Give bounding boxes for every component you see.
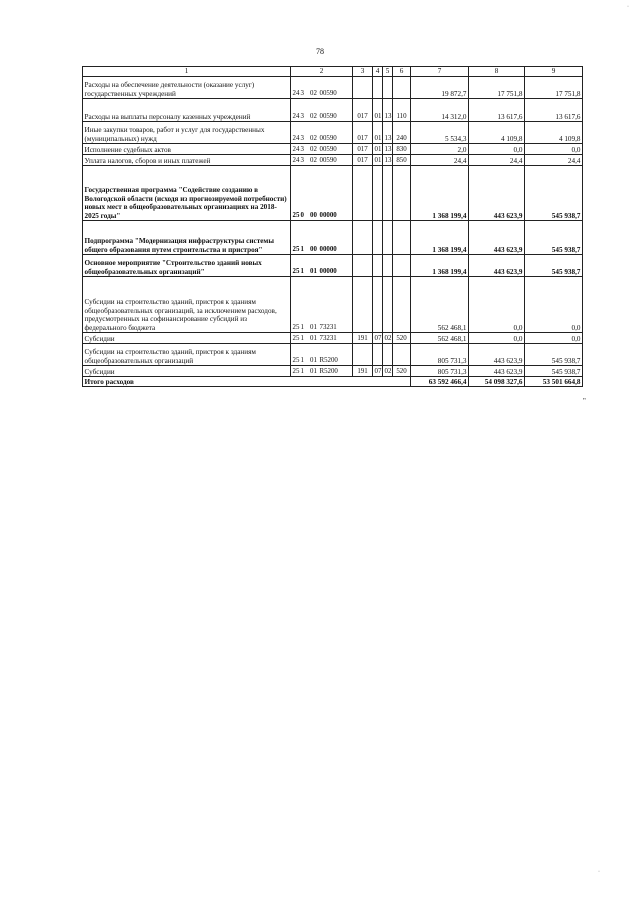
row-code	[291, 277, 353, 333]
row-c3: 191	[353, 333, 373, 344]
row-name: Субсидии	[83, 333, 291, 344]
row-c4	[373, 166, 383, 221]
row-value-v9: 545 938,7	[525, 366, 583, 377]
code-part: 25	[292, 367, 300, 375]
row-code	[291, 99, 353, 122]
row-c5: 13	[383, 122, 393, 144]
row-value-v9: 545 938,7	[525, 166, 583, 221]
code-part: 02	[310, 156, 317, 164]
header-col-7: 7	[411, 67, 469, 77]
header-col-5: 5	[383, 67, 393, 77]
row-name: Уплата налогов, сборов и иных платежей	[83, 155, 291, 166]
total-value-v8: 54 098 327,6	[469, 377, 525, 387]
scan-artifact: ·	[627, 4, 629, 10]
row-code	[291, 166, 353, 221]
row-value-v9: 13 617,6	[525, 99, 583, 122]
row-c5	[383, 344, 393, 366]
code-part: 00000	[319, 245, 337, 253]
table-row	[83, 344, 583, 366]
code-part: 25	[292, 323, 300, 331]
row-c6: 520	[393, 366, 411, 377]
total-row	[83, 377, 583, 387]
row-c5: 02	[383, 366, 393, 377]
row-c4: 01	[373, 122, 383, 144]
row-c4	[373, 277, 383, 333]
row-value-v8: 443 623,9	[469, 344, 525, 366]
code-part: 01	[310, 323, 317, 331]
code-part: 02	[310, 112, 317, 120]
row-value-v7: 19 872,7	[411, 77, 469, 99]
row-value-v7: 562 468,1	[411, 277, 469, 333]
header-col-2: 2	[291, 67, 353, 77]
header-col-4: 4	[373, 67, 383, 77]
code-part: 24	[292, 145, 300, 153]
code-part: 1	[300, 334, 304, 342]
row-value-v8: 0,0	[469, 277, 525, 333]
row-value-v9: 545 938,7	[525, 221, 583, 255]
row-code	[291, 255, 353, 277]
table-row	[83, 333, 583, 344]
table-row	[83, 77, 583, 99]
row-name: Основное мероприятие "Строительство зданий новых общеобразовательных организаций"	[83, 255, 291, 277]
row-value-v8: 443 623,9	[469, 166, 525, 221]
total-value-v9: 53 501 664,8	[525, 377, 583, 387]
code-part: 25	[292, 356, 300, 364]
row-value-v8: 13 617,6	[469, 99, 525, 122]
code-part: 00	[310, 245, 317, 253]
table-row	[83, 221, 583, 255]
table-row	[83, 144, 583, 155]
code-part: 1	[300, 367, 304, 375]
code-part: 01	[310, 267, 317, 275]
code-part: 3	[300, 156, 304, 164]
table-row	[83, 122, 583, 144]
code-part: 00590	[319, 145, 337, 153]
row-value-v7: 1 368 199,4	[411, 166, 469, 221]
row-c6	[393, 77, 411, 99]
code-part: 73231	[319, 323, 337, 331]
code-part: 3	[300, 89, 304, 97]
code-part: 24	[292, 89, 300, 97]
header-row	[83, 67, 583, 77]
row-value-v9: 0,0	[525, 333, 583, 344]
row-c5: 02	[383, 333, 393, 344]
row-c5: 13	[383, 99, 393, 122]
header-col-3: 3	[353, 67, 373, 77]
trailing-mark: "	[583, 397, 586, 405]
row-c4	[373, 255, 383, 277]
row-value-v8: 24,4	[469, 155, 525, 166]
row-value-v9: 0,0	[525, 277, 583, 333]
code-part: 02	[310, 145, 317, 153]
code-part: 1	[300, 245, 304, 253]
row-c4: 01	[373, 99, 383, 122]
code-part: 1	[300, 356, 304, 364]
row-name: Государственная программа "Содействие созданию в Вологодской области (исходя из прогнозируемой потребности) новых мест в общеобразовательных организациях на 2018-2025 годы"	[83, 166, 291, 221]
row-c4	[373, 344, 383, 366]
code-part: 1	[300, 323, 304, 331]
row-code	[291, 344, 353, 366]
row-c3	[353, 221, 373, 255]
code-part: 02	[310, 134, 317, 142]
table-row	[83, 366, 583, 377]
scan-artifact: ·	[598, 869, 600, 875]
row-c5: 13	[383, 144, 393, 155]
row-value-v9: 4 109,8	[525, 122, 583, 144]
row-code	[291, 122, 353, 144]
row-value-v7: 5 534,3	[411, 122, 469, 144]
row-c3: 017	[353, 144, 373, 155]
total-value-v7: 63 592 466,4	[411, 377, 469, 387]
row-value-v8: 443 623,9	[469, 221, 525, 255]
row-c4	[373, 221, 383, 255]
row-c5	[383, 255, 393, 277]
row-name: Субсидии	[83, 366, 291, 377]
code-part: 01	[310, 356, 317, 364]
code-part: 00590	[319, 89, 337, 97]
row-code	[291, 144, 353, 155]
row-value-v9: 545 938,7	[525, 344, 583, 366]
row-value-v8: 0,0	[469, 333, 525, 344]
row-c5	[383, 166, 393, 221]
row-name: Подпрограмма "Модернизация инфраструктуры системы общего образования путем строительства и пристроя"	[83, 221, 291, 255]
row-c6	[393, 221, 411, 255]
code-part: 02	[310, 89, 317, 97]
code-part: 3	[300, 112, 304, 120]
row-value-v7: 1 368 199,4	[411, 221, 469, 255]
row-c3	[353, 166, 373, 221]
row-c4: 01	[373, 144, 383, 155]
row-c3: 017	[353, 122, 373, 144]
code-part: 00590	[319, 156, 337, 164]
row-name: Субсидии на строительство зданий, пристроя к зданиям общеобразовательных организаций, за исключением расходов, предусмотренных на софинансирование субсидий из федерального бюджета	[83, 277, 291, 333]
total-label: Итого расходов	[83, 377, 411, 387]
row-value-v9: 0,0	[525, 144, 583, 155]
code-part: 24	[292, 112, 300, 120]
code-part: 24	[292, 156, 300, 164]
row-value-v9: 24,4	[525, 155, 583, 166]
row-value-v8: 443 623,9	[469, 366, 525, 377]
table-row	[83, 255, 583, 277]
row-c6: 110	[393, 99, 411, 122]
table-row	[83, 99, 583, 122]
code-part: 1	[300, 267, 304, 275]
code-part: 3	[300, 145, 304, 153]
code-part: 0	[300, 211, 304, 219]
row-name: Иные закупки товаров, работ и услуг для государственных (муниципальных) нужд	[83, 122, 291, 144]
header-col-9: 9	[525, 67, 583, 77]
row-name: Расходы на обеспечение деятельности (оказание услуг) государственных учреждений	[83, 77, 291, 99]
code-part: 00	[310, 211, 317, 219]
code-part: 00590	[319, 134, 337, 142]
row-value-v7: 24,4	[411, 155, 469, 166]
code-part: 00000	[319, 211, 337, 219]
code-part: 00000	[319, 267, 337, 275]
row-value-v7: 805 731,3	[411, 344, 469, 366]
row-c5: 13	[383, 155, 393, 166]
row-c6	[393, 277, 411, 333]
page-number: 78	[316, 47, 324, 56]
row-c5	[383, 221, 393, 255]
row-c4: 01	[373, 155, 383, 166]
row-c5	[383, 77, 393, 99]
code-part: 25	[292, 334, 300, 342]
row-name: Расходы на выплаты персоналу казенных учреждений	[83, 99, 291, 122]
row-c3	[353, 77, 373, 99]
row-c6: 850	[393, 155, 411, 166]
row-code	[291, 366, 353, 377]
row-c6	[393, 166, 411, 221]
row-name: Исполнение судебных актов	[83, 144, 291, 155]
row-c4: 07	[373, 333, 383, 344]
table-row	[83, 166, 583, 221]
row-c3: 191	[353, 366, 373, 377]
code-part: 24	[292, 134, 300, 142]
code-part: 25	[292, 211, 300, 219]
header-col-8: 8	[469, 67, 525, 77]
code-part: 3	[300, 134, 304, 142]
header-col-6: 6	[393, 67, 411, 77]
code-part: 73231	[319, 334, 337, 342]
row-c3	[353, 344, 373, 366]
row-name: Субсидии на строительство зданий, пристроя к зданиям общеобразовательных организаций	[83, 344, 291, 366]
row-value-v7: 2,0	[411, 144, 469, 155]
row-code	[291, 221, 353, 255]
row-c3	[353, 277, 373, 333]
row-value-v9: 545 938,7	[525, 255, 583, 277]
code-part: 01	[310, 367, 317, 375]
row-value-v8: 0,0	[469, 144, 525, 155]
row-value-v7: 14 312,0	[411, 99, 469, 122]
header-col-1: 1	[83, 67, 291, 77]
row-value-v8: 17 751,8	[469, 77, 525, 99]
budget-table	[82, 66, 583, 387]
row-value-v9: 17 751,8	[525, 77, 583, 99]
row-c6: 240	[393, 122, 411, 144]
row-value-v8: 443 623,9	[469, 255, 525, 277]
row-value-v7: 562 468,1	[411, 333, 469, 344]
row-value-v7: 1 368 199,4	[411, 255, 469, 277]
code-part: 01	[310, 334, 317, 342]
row-value-v8: 4 109,8	[469, 122, 525, 144]
row-c6: 830	[393, 144, 411, 155]
row-c3	[353, 255, 373, 277]
row-c6: 520	[393, 333, 411, 344]
code-part: R5200	[319, 367, 338, 375]
row-c6	[393, 344, 411, 366]
row-c5	[383, 277, 393, 333]
code-part: 00590	[319, 112, 337, 120]
row-code	[291, 77, 353, 99]
row-c6	[393, 255, 411, 277]
row-c4	[373, 77, 383, 99]
table-row	[83, 277, 583, 333]
table-row	[83, 155, 583, 166]
row-c3: 017	[353, 99, 373, 122]
code-part: 25	[292, 245, 300, 253]
row-c4: 07	[373, 366, 383, 377]
row-code	[291, 155, 353, 166]
row-value-v7: 805 731,3	[411, 366, 469, 377]
code-part: R5200	[319, 356, 338, 364]
code-part: 25	[292, 267, 300, 275]
row-c3: 017	[353, 155, 373, 166]
row-code	[291, 333, 353, 344]
